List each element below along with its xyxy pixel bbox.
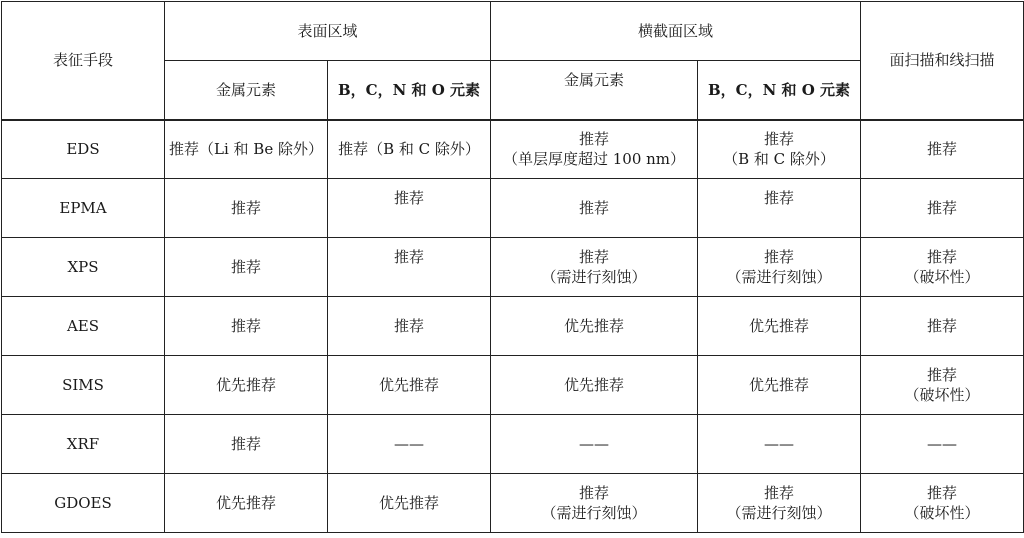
- cell-cross-light: [698, 415, 861, 474]
- cell-mapping-line1: 推荐: [927, 248, 958, 266]
- cell-mapping: [861, 356, 1024, 415]
- cell-cross-metal-line1: 推荐: [579, 484, 610, 502]
- cell-cross-light-line1: 推荐: [764, 484, 795, 502]
- cell-method: XRF: [2, 415, 165, 474]
- header-surface-metal: 金属元素: [165, 61, 328, 120]
- cell-mapping: [861, 238, 1024, 297]
- table-row: [2, 238, 1024, 297]
- cell-cross-metal: [491, 179, 698, 238]
- cell-mapping-line1: ——: [927, 435, 958, 453]
- cell-cross-light-line1: 优先推荐: [749, 376, 810, 394]
- cell-mapping: [861, 415, 1024, 474]
- cell-surface-light: 优先推荐: [328, 474, 491, 533]
- cell-surface-light: 推荐（B 和 C 除外）: [328, 120, 491, 179]
- cell-cross-metal-line1: 推荐: [579, 248, 610, 266]
- table-row: [2, 474, 1024, 533]
- cell-surface-metal: 推荐（Li 和 Be 除外）: [165, 120, 328, 179]
- cell-cross-metal-line2: （需进行刻蚀）: [541, 268, 647, 286]
- cell-cross-metal-line1: 推荐: [579, 199, 610, 217]
- cell-cross-light-line2: （需进行刻蚀）: [726, 504, 832, 522]
- cell-mapping-line1: 推荐: [927, 199, 958, 217]
- cell-method: EDS: [2, 120, 165, 179]
- cell-cross-light-line2: （需进行刻蚀）: [726, 268, 832, 286]
- cell-cross-metal-line1: ——: [579, 435, 610, 453]
- cell-cross-metal: [491, 415, 698, 474]
- cell-cross-light-line1: 优先推荐: [749, 317, 810, 335]
- cell-surface-metal: 推荐: [165, 415, 328, 474]
- cell-surface-metal: 优先推荐: [165, 356, 328, 415]
- cell-cross-metal: [491, 356, 698, 415]
- cell-cross-metal-line1: 推荐: [579, 130, 610, 149]
- cell-method: XPS: [2, 238, 165, 297]
- table-row: [2, 356, 1024, 415]
- cell-cross-light: [698, 474, 861, 533]
- cell-surface-metal: 推荐: [165, 238, 328, 297]
- cell-cross-light: [698, 297, 861, 356]
- header-cross-section-region: 横截面区域: [491, 2, 861, 61]
- cell-mapping-line1: 推荐: [927, 317, 958, 335]
- header-cross-light: B，C，N 和 O 元素: [698, 61, 861, 120]
- cell-method: AES: [2, 297, 165, 356]
- header-mapping: 面扫描和线扫描: [861, 2, 1024, 120]
- table-body: [2, 120, 1024, 533]
- cell-mapping-line1: 推荐: [927, 366, 958, 384]
- cell-surface-light: ——: [328, 415, 491, 474]
- cell-cross-light-line1: ——: [764, 435, 795, 453]
- cell-mapping-line2: （破坏性）: [904, 386, 980, 404]
- cell-mapping: [861, 297, 1024, 356]
- cell-cross-metal: [491, 297, 698, 356]
- cell-cross-light: [698, 238, 861, 297]
- cell-cross-metal-line1: 优先推荐: [564, 317, 625, 335]
- cell-cross-metal: [491, 238, 698, 297]
- header-surface-light: B，C，N 和 O 元素: [328, 61, 491, 120]
- cell-mapping: [861, 179, 1024, 238]
- cell-mapping-line1: 推荐: [927, 140, 958, 159]
- table-row: [2, 179, 1024, 238]
- header-cross-metal: 金属元素: [491, 61, 698, 120]
- cell-mapping-line1: 推荐: [927, 484, 958, 502]
- cell-mapping: [861, 474, 1024, 533]
- cell-cross-metal-line1: 优先推荐: [564, 376, 625, 394]
- cell-surface-light: 优先推荐: [328, 356, 491, 415]
- table-row: [2, 415, 1024, 474]
- characterization-table: [1, 1, 1024, 533]
- cell-cross-light: [698, 120, 861, 179]
- cell-surface-metal: 推荐: [165, 297, 328, 356]
- table-row: [2, 297, 1024, 356]
- cell-cross-light-line1: 推荐: [764, 130, 795, 149]
- cell-cross-metal-line2: （需进行刻蚀）: [541, 504, 647, 522]
- cell-cross-light-line1: 推荐: [764, 248, 795, 266]
- cell-method: EPMA: [2, 179, 165, 238]
- cell-cross-metal: [491, 120, 698, 179]
- cell-method: SIMS: [2, 356, 165, 415]
- cell-cross-light-line2: （B 和 C 除外）: [723, 150, 835, 169]
- table-row: [2, 120, 1024, 179]
- cell-surface-metal: 优先推荐: [165, 474, 328, 533]
- cell-surface-light: 推荐: [328, 179, 491, 238]
- cell-cross-metal: [491, 474, 698, 533]
- cell-mapping-line2: （破坏性）: [904, 504, 980, 522]
- header-surface-region: 表面区域: [165, 2, 491, 61]
- cell-cross-light: [698, 179, 861, 238]
- cell-cross-light-line1: 推荐: [764, 189, 795, 207]
- cell-method: GDOES: [2, 474, 165, 533]
- cell-surface-metal: 推荐: [165, 179, 328, 238]
- cell-mapping: [861, 120, 1024, 179]
- cell-cross-light: [698, 356, 861, 415]
- cell-surface-light: 推荐: [328, 238, 491, 297]
- header-method: 表征手段: [2, 2, 165, 120]
- cell-surface-light: 推荐: [328, 297, 491, 356]
- cell-cross-metal-line2: （单层厚度超过 100 nm）: [502, 150, 686, 169]
- cell-mapping-line2: （破坏性）: [904, 268, 980, 286]
